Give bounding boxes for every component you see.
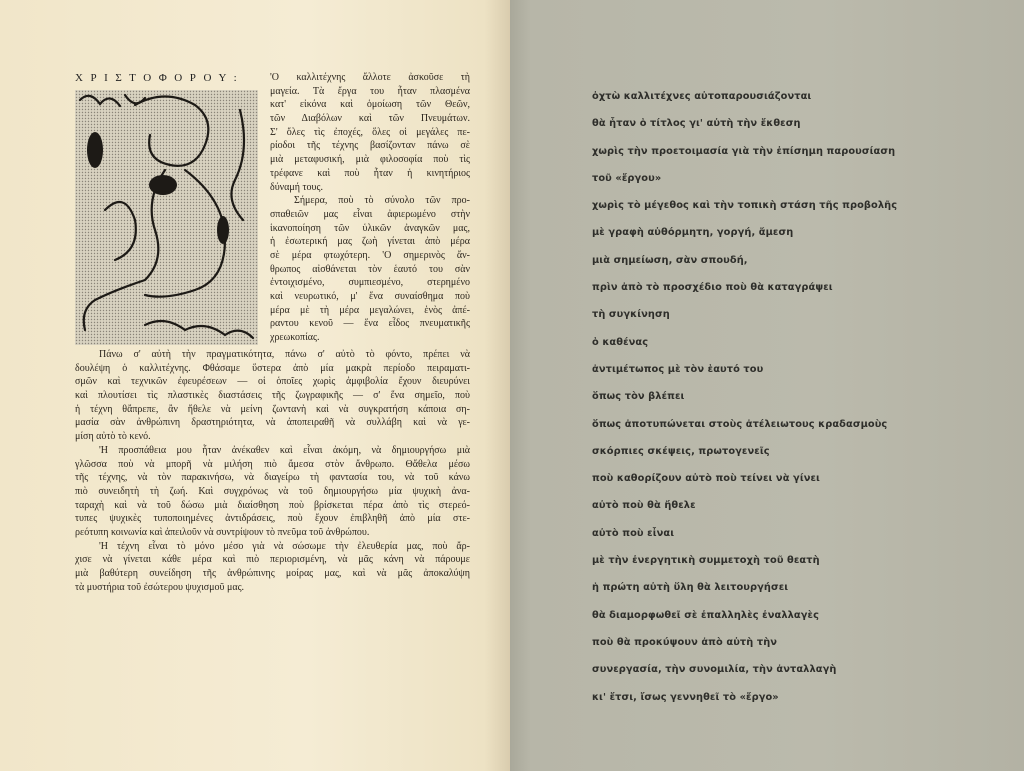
text-line: μασία σὰν ἀνθρώπινη δραστηριότητα, νὰ ἀποπειραθῆ νὰ συλλάβη καὶ νὰ γε- <box>75 417 470 429</box>
text-line: χωρὶς τὴν προετοιμασία γιὰ τὴν ἐπίσημη παρουσίαση <box>592 145 896 157</box>
text-line: κατ' εἰκόνα καὶ ὁμοίωση τῶν Θεῶν, <box>270 99 470 111</box>
text-line: χρεωκοπίας. <box>270 332 320 344</box>
text-line: ἡ τέχνη θἄπρεπε, ἂν ἤθελε νὰ μείνη ζωντανὴ καὶ νὰ συγκρατήση κάποια ση- <box>75 403 470 415</box>
text-line: σπαθειῶν μας εἶναι ἀφιερωμένο στὴν <box>270 208 470 220</box>
text-line: ἡ ἐσωτερική μας ζωὴ γίνεται ἀπὸ μέρα <box>270 236 470 248</box>
text-line: κι' ἔτσι, ἴσως γεννηθεῖ τὸ «ἔργο» <box>592 691 779 703</box>
text-line: 'Η προσπάθεια μου ἦταν ἀνέκαθεν καὶ εἶναι ἀκόμη, νὰ δημιουργήσω μιὰ <box>99 444 470 456</box>
text-line: τὰ μυστήρια τοῦ ἐσώτερου ψυχισμοῦ μας. <box>75 581 245 593</box>
text-line: πιὸ συνειδητὴ τὴ ζωή. Καὶ συγχρόνως νὰ τοῦ δημιουργήσω μία ψυχικὴ ἀνα- <box>75 485 470 497</box>
text-line: Πάνω σ' αὐτὴ τὴν πραγματικότητα, πάνω σ' αὐτὸ τὸ φόντο, πρέπει νὰ <box>99 349 470 360</box>
text-line: καὶ νευρωτικό, μ' ἕνα συναίσθημα ποὺ <box>270 291 470 302</box>
text-line: τρέφανε καὶ ποὺ ἦταν ἡ κινητήριος <box>270 167 470 179</box>
text-line: 'Η τέχνη εἶναι τὸ μόνο μέσο γιὰ νὰ σώσωμε τὴν ἐλευθερία μας, ποὺ ἄρ- <box>99 540 470 552</box>
text-line: 'Ο καλλιτέχνης ἄλλοτε ἀσκοῦσε τὴ <box>270 72 470 83</box>
text-line: χισε νὰ γίνεται κάθε μέρα καὶ πιὸ περιορισμένη, νὰ μᾶς κάνη νὰ πάρουμε <box>75 554 470 566</box>
text-line: χωρὶς τὸ μέγεθος καὶ τὴν τοπικὴ στάση τῆς προβολῆς <box>592 200 898 212</box>
right-page <box>510 0 1024 771</box>
text-line: γλῶσσα ποὺ νὰ μπορῆ νὰ μιλήση πιὸ ἄμεσα στὸν ἄνθρωπο. Θἄθελα μέσω <box>75 458 470 470</box>
body-text <box>75 348 470 594</box>
artwork-illustration <box>75 90 258 345</box>
text-line: μιὰ μεταφυσική, μιὰ φιλοσοφία ποὺ τὶς <box>270 154 470 166</box>
text-line: θὰ διαμορφωθεῖ σὲ ἐπαλληλὲς ἐναλλαγὲς <box>592 609 819 621</box>
text-line: μὲ γραφὴ αὐθόρμητη, γοργή, ἄμεση <box>592 227 794 239</box>
text-line: τὴ συγκίνηση <box>592 309 670 321</box>
text-line: ὀχτὼ καλλιτέχνες αὐτοπαρουσιάζονται <box>592 91 812 102</box>
text-line: δύναμή τους. <box>270 181 323 193</box>
text-line: Σήμερα, ποὺ τὸ σύνολο τῶν προ- <box>294 195 470 207</box>
text-line: θρωπος αἰσθάνεται τὸν ἑαυτό του σὰν <box>270 263 470 275</box>
text-line: μέρα μὲ τὴ μέρα μεγαλώνει, ἑνὸς ἀπέ- <box>270 304 470 316</box>
text-line: ρεότυπη κοινωνία καὶ ἀπειλοῦν νὰ συντρίψουν τὸ πνεῦμα τοῦ ἀνθρώπου. <box>75 526 370 538</box>
text-line: τυπες ψυχικὲς τυποποιημένες ἀντιδράσεις, ποὺ ἔχουν ἐπιβληθῆ ἀπὸ μία στε- <box>75 513 470 525</box>
text-line: σκόρπιες σκέψεις, πρωτογενεῖς <box>592 445 770 457</box>
artist-name-heading: Χ Ρ Ι Σ Τ Ο Φ Ο Ρ Ο Υ : <box>75 72 240 84</box>
text-line: δουλέψη ὁ καλλιτέχνης. Φθάσαμε ὕστερα ἀπὸ μία μακρὰ περίοδο πειραματι- <box>75 362 470 374</box>
text-line: μὲ τὴν ἐνεργητικὴ συμμετοχὴ τοῦ θεατὴ <box>592 555 820 567</box>
text-line: τοῦ «ἔργου» <box>592 172 662 184</box>
poem-text <box>592 89 897 717</box>
text-line: σὲ μέρα φτωχότερη. 'Ο σημερινὸς ἄν- <box>270 249 470 261</box>
text-line: μίση αὐτὸ τὸ κενό. <box>75 431 151 443</box>
text-line: ἱκανοποίηση τῶν ὑλικῶν ἀναγκῶν μας, <box>270 222 470 234</box>
text-line: τῆς τέχνης, νὰ τὸν παρακινήσω, νὰ διαγείρω τὴ φαντασία του, νὰ τοῦ κάνω <box>75 472 470 484</box>
text-line: αὐτὸ ποὺ θὰ ἤθελε <box>592 500 696 512</box>
text-line: σμῶν καὶ τεχνικῶν ἐφευρέσεων — οἱ ὁποῖες χωρὶς ἀμφιβολία ἔχουν διευρύνει <box>75 376 470 388</box>
text-line: ραντου κενοῦ — ἕνα εἶδος πνευματικῆς <box>270 318 470 330</box>
text-line: μιὰ σημείωση, σὰν σπουδή, <box>592 254 748 266</box>
text-line: ὁ καθένας <box>592 336 649 348</box>
text-line: πρὶν ἀπὸ τὸ προσχέδιο ποὺ θὰ καταγράψει <box>592 282 833 294</box>
text-line: θὰ ἦταν ὁ τίτλος γι' αὐτὴ τὴν ἔκθεση <box>592 118 801 130</box>
text-line: μιὰ βαθύτερη συνείδηση τῆς ἀνθρώπινης μοίρας μας, καὶ νὰ μᾶς ἀποκαλύψη <box>75 568 470 579</box>
text-line: ἀντιμέτωπος μὲ τὸν ἑαυτό του <box>592 363 764 375</box>
left-page <box>0 0 510 771</box>
text-line: Σ' ὅλες τὶς ἐποχές, ὅλες οἱ μεγάλες πε- <box>270 126 470 138</box>
text-line: ἐντοιχισμένο, συμπιεσμένο, στερημένο <box>270 277 470 289</box>
text-line: μαγεία. Τὰ ἔργα του ἦταν πλασμένα <box>270 85 470 97</box>
text-line: ταραχὴ καὶ νὰ τοῦ δώσω μιὰ διαίσθηση ποὺ βρίσκεται πέρα ἀπὸ τὶς στερεό- <box>75 499 470 511</box>
text-line: ἡ πρώτη αὐτὴ ὕλη θὰ λειτουργήσει <box>592 582 789 594</box>
text-line: ρίοδοι τῆς τέχνης βασίζονταν πάνω σὲ <box>270 140 470 152</box>
text-line: καὶ πλουτίσει τὶς πλαστικὲς διαστάσεις τῆς ζωγραφικῆς — σ' ἕνα σημεῖο, ποὺ <box>75 390 470 402</box>
text-line: αὐτὸ ποὺ εἶναι <box>592 527 675 539</box>
text-line: ποὺ θὰ προκύψουν ἀπὸ αὐτὴ τὴν <box>592 636 778 648</box>
text-line: τῶν Διαβόλων καὶ τῶν Πνευμάτων. <box>270 113 470 125</box>
column-text <box>270 71 470 345</box>
text-line: συνεργασία, τὴν συνομιλία, τὴν ἀνταλλαγὴ <box>592 664 837 676</box>
text-line: ὅπως ἀποτυπώνεται στοὺς ἀτέλειωτους κραδασμοὺς <box>592 418 888 430</box>
text-line: ποὺ καθορίζουν αὐτὸ ποὺ τείνει νὰ γίνει <box>592 473 820 485</box>
text-line: ὅπως τὸν βλέπει <box>592 391 685 403</box>
